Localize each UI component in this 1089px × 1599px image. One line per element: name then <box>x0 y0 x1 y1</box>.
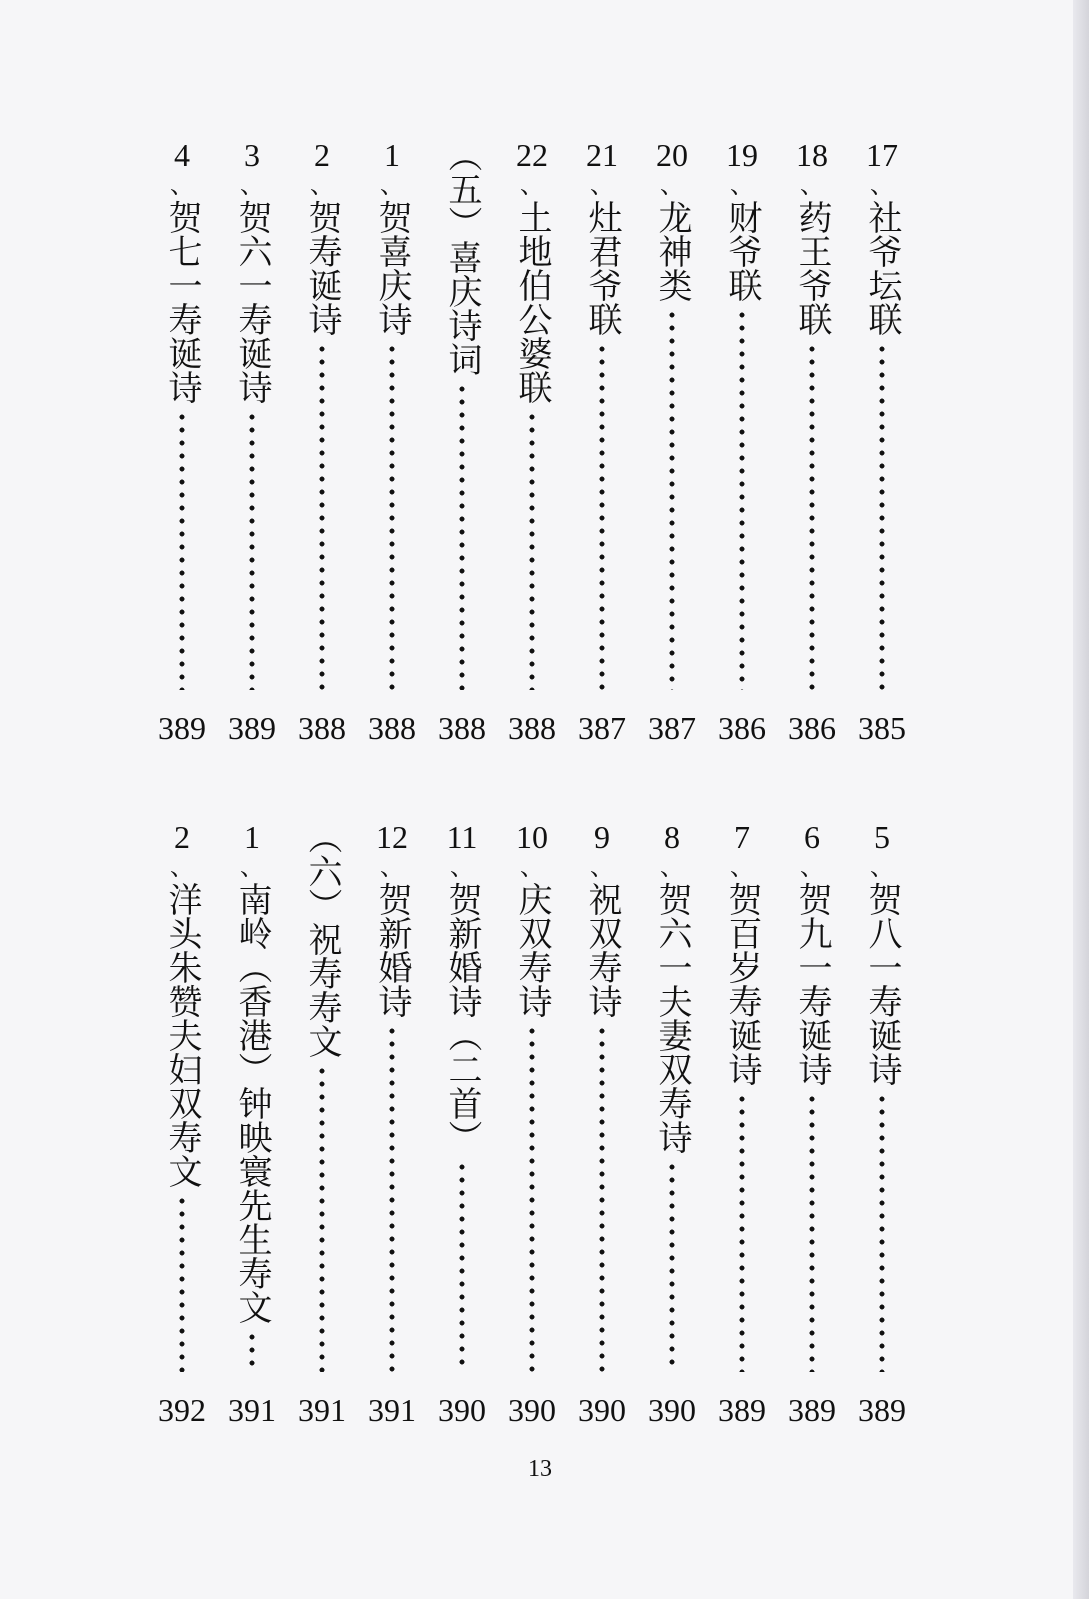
toc-entry-separator: 、 <box>730 853 754 881</box>
toc-entry-separator: 、 <box>450 853 474 881</box>
toc-entry-separator: 、 <box>870 171 894 199</box>
toc-section-bottom <box>0 820 1089 1430</box>
toc-entry-number: 21 <box>586 137 618 173</box>
toc-entry-separator: 、 <box>660 853 684 881</box>
toc-entry-page: 388 <box>438 710 486 746</box>
toc-entry-page: 389 <box>228 710 276 746</box>
toc-dot-leader <box>319 346 325 690</box>
toc-dot-leader <box>809 1096 815 1372</box>
toc-dot-leader <box>669 1164 675 1372</box>
toc-entry-number: 9 <box>594 819 610 855</box>
toc-dot-leader <box>669 312 675 690</box>
toc-entry-title: 土地伯公婆联 <box>512 200 552 404</box>
toc-entry <box>574 820 630 1430</box>
toc-entry-page: 389 <box>158 710 206 746</box>
toc-entry <box>784 138 840 748</box>
toc-entry-number: 20 <box>656 137 688 173</box>
toc-entry-number: 10 <box>516 819 548 855</box>
toc-entry-page: 385 <box>858 710 906 746</box>
toc-entry-number: 6 <box>804 819 820 855</box>
toc-entry-page: 390 <box>578 1392 626 1428</box>
toc-entry-page: 390 <box>438 1392 486 1428</box>
toc-entry-title: 贺喜庆诗 <box>372 200 412 336</box>
toc-entry-page: 386 <box>788 710 836 746</box>
toc-entry-title: 龙神类 <box>652 200 692 302</box>
toc-entry <box>154 820 210 1430</box>
toc-entry-number: 17 <box>866 137 898 173</box>
toc-entry-separator: 、 <box>310 171 334 199</box>
toc-dot-leader <box>179 414 185 690</box>
toc-dot-leader <box>599 1028 605 1372</box>
toc-entry-title: 贺八一寿诞诗 <box>862 882 902 1086</box>
toc-section-top <box>0 138 1089 748</box>
toc-entry-title: 南岭（香港）钟映寰先生寿文 <box>232 882 272 1324</box>
toc-entry-separator: 、 <box>800 853 824 881</box>
toc-entry <box>714 820 770 1430</box>
toc-entry-separator: 、 <box>170 853 194 881</box>
toc-dot-leader <box>529 414 535 690</box>
toc-entry-title: 祝双寿诗 <box>582 882 622 1018</box>
toc-entry-number: 2 <box>314 137 330 173</box>
toc-entry-number: 11 <box>446 819 478 855</box>
toc-entry <box>224 138 280 748</box>
toc-entry-title: 贺六一寿诞诗 <box>232 200 272 404</box>
toc-entry-separator: 、 <box>800 171 824 199</box>
toc-entry-separator: 、 <box>520 171 544 199</box>
toc-entry-number: 4 <box>174 137 190 173</box>
toc-entry-title: 贺百岁寿诞诗 <box>722 882 762 1086</box>
toc-entry-page: 388 <box>298 710 346 746</box>
toc-entry-page: 388 <box>368 710 416 746</box>
toc-entry-separator: 、 <box>590 853 614 881</box>
toc-entry-number: 2 <box>174 819 190 855</box>
toc-entry-page: 389 <box>858 1392 906 1428</box>
toc-dot-leader <box>179 1198 185 1372</box>
toc-dot-leader <box>879 346 885 690</box>
toc-entry <box>784 820 840 1430</box>
toc-entry-number: 3 <box>244 137 260 173</box>
toc-dot-leader <box>529 1028 535 1372</box>
toc-entry-number: 5 <box>874 819 890 855</box>
toc-dot-leader <box>459 386 465 690</box>
toc-entry-page: 390 <box>648 1392 696 1428</box>
toc-entry <box>294 138 350 748</box>
page-number: 13 <box>528 1456 552 1482</box>
toc-entry <box>224 820 280 1430</box>
toc-entry-separator: 、 <box>590 171 614 199</box>
toc-dot-leader <box>739 1096 745 1372</box>
toc-entry-separator: 、 <box>870 853 894 881</box>
toc-dot-leader <box>459 1164 465 1372</box>
toc-entry-title: 贺新婚诗（二首） <box>442 882 482 1154</box>
toc-entry <box>434 820 490 1430</box>
toc-entry <box>154 138 210 748</box>
toc-entry <box>644 820 700 1430</box>
toc-entry-separator: 、 <box>730 171 754 199</box>
toc-entry <box>504 820 560 1430</box>
toc-entry <box>854 138 910 748</box>
toc-heading-title: （六）祝寿寿文 <box>302 820 342 1058</box>
toc-entry-separator: 、 <box>170 171 194 199</box>
toc-entry-separator: 、 <box>520 853 544 881</box>
toc-entry-separator: 、 <box>240 171 264 199</box>
toc-entry-title: 财爷联 <box>722 200 762 302</box>
toc-entry <box>854 820 910 1430</box>
toc-dot-leader <box>599 346 605 690</box>
toc-dot-leader <box>249 1334 255 1372</box>
toc-dot-leader <box>739 312 745 690</box>
toc-entry-number: 7 <box>734 819 750 855</box>
toc-entry-title: 社爷坛联 <box>862 200 902 336</box>
toc-entry-number: 1 <box>384 137 400 173</box>
toc-entry-number: 22 <box>516 137 548 173</box>
toc-entry-page: 388 <box>508 710 556 746</box>
toc-entry-page: 391 <box>298 1392 346 1428</box>
toc-heading <box>294 820 350 1430</box>
toc-entry-number: 12 <box>376 819 408 855</box>
toc-entry <box>714 138 770 748</box>
toc-entry-number: 19 <box>726 137 758 173</box>
toc-dot-leader <box>879 1096 885 1372</box>
toc-entry-page: 389 <box>788 1392 836 1428</box>
toc-entry-number: 18 <box>796 137 828 173</box>
toc-dot-leader <box>389 1028 395 1372</box>
toc-entry-page: 387 <box>578 710 626 746</box>
toc-entry-title: 贺九一寿诞诗 <box>792 882 832 1086</box>
toc-entry-separator: 、 <box>380 171 404 199</box>
toc-entry-separator: 、 <box>240 853 264 881</box>
toc-entry <box>644 138 700 748</box>
toc-entry-page: 387 <box>648 710 696 746</box>
toc-dot-leader <box>389 346 395 690</box>
toc-entry <box>574 138 630 748</box>
toc-entry-title: 洋头朱赞夫妇双寿文 <box>162 882 202 1188</box>
toc-entry-title: 庆双寿诗 <box>512 882 552 1018</box>
toc-heading-title: （五）喜庆诗词 <box>442 138 482 376</box>
toc-entry-separator: 、 <box>380 853 404 881</box>
toc-entry-page: 389 <box>718 1392 766 1428</box>
toc-entry <box>364 138 420 748</box>
toc-entry-page: 392 <box>158 1392 206 1428</box>
toc-entry <box>364 820 420 1430</box>
toc-entry-title: 贺七一寿诞诗 <box>162 200 202 404</box>
toc-dot-leader <box>809 346 815 690</box>
toc-entry-page: 390 <box>508 1392 556 1428</box>
toc-entry-title: 灶君爷联 <box>582 200 622 336</box>
toc-entry-page: 391 <box>368 1392 416 1428</box>
toc-entry-title: 贺寿诞诗 <box>302 200 342 336</box>
toc-entry-page: 391 <box>228 1392 276 1428</box>
toc-entry-title: 贺六一夫妻双寿诗 <box>652 882 692 1154</box>
toc-entry-number: 1 <box>244 819 260 855</box>
toc-entry-title: 药王爷联 <box>792 200 832 336</box>
toc-entry-separator: 、 <box>660 171 684 199</box>
toc-entry-page: 386 <box>718 710 766 746</box>
toc-entry-title: 贺新婚诗 <box>372 882 412 1018</box>
toc-entry <box>504 138 560 748</box>
toc-entry-number: 8 <box>664 819 680 855</box>
toc-heading <box>434 138 490 748</box>
toc-dot-leader <box>319 1068 325 1372</box>
toc-dot-leader <box>249 414 255 690</box>
